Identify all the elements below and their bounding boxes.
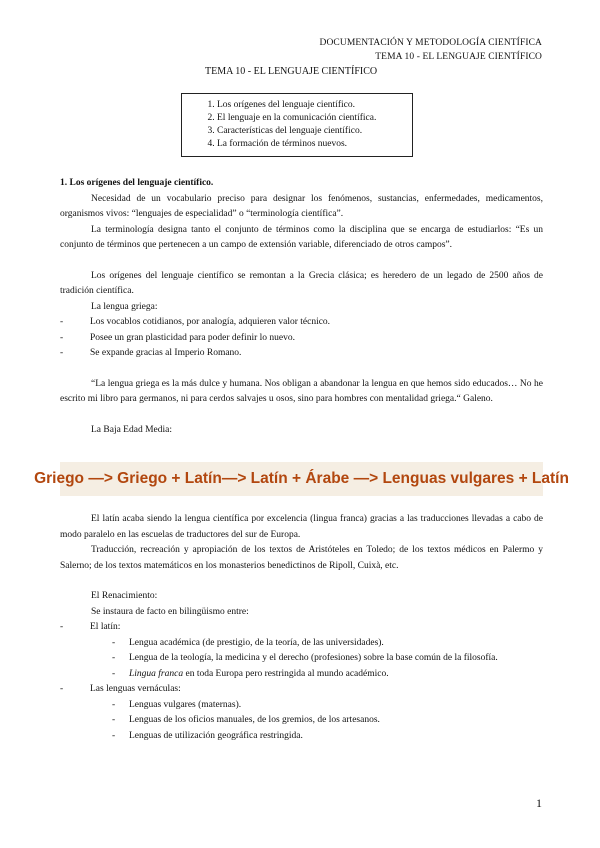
header-course: DOCUMENTACIÓN Y METODOLOGÍA CIENTÍFICA	[319, 38, 542, 48]
latin-sublist	[60, 636, 543, 683]
greek-list	[60, 315, 543, 362]
language-evolution-banner: Griego —> Griego + Latín—> Latín + Árabe —> Lenguas vulgares + Latín	[60, 462, 543, 496]
list-item: - Los vocablos cotidianos, por analogía, adquieren valor técnico.	[60, 315, 543, 331]
galeno-quote: “La lengua griega es la más dulce y humana. Nos obligan a abandonar la lengua en que hemos sido educados… No he escrito mi libro para germanos, ni para cerdos salvajes u osos, sino para hombres con mentalidad griega.“ Galeno.	[60, 378, 543, 404]
paragraph: La terminología designa tanto el conjunto de términos como la disciplina que se encarga de estudiarlos: “Es un conjunto de términos que pertenecen a un campo de extensión variable, diferenciado de otros campos”.	[60, 224, 543, 250]
list-item	[60, 667, 543, 683]
paragraph: Necesidad de un vocabulario preciso para designar los fenómenos, sustancias, enfermedades, medicamentos, organismos vivos: “lenguajes de especialidad” o “terminología científica”.	[60, 193, 543, 219]
toc-item: 4. La formación de términos nuevos.	[217, 138, 412, 151]
list-item: - Se expande gracias al Imperio Romano.	[60, 346, 543, 362]
section-1-part-1	[60, 176, 543, 438]
renacimiento-label: El Renacimiento:	[91, 591, 158, 601]
section-1-part-2	[60, 512, 543, 744]
list-item: - Posee un gran plasticidad para poder definir lo nuevo.	[60, 331, 543, 347]
table-of-contents	[181, 93, 413, 157]
list-item: - Lenguas vulgares (maternas).	[60, 698, 543, 714]
vernacular-sublist	[60, 698, 543, 745]
bilingualism-list	[60, 620, 543, 744]
page-title: TEMA 10 - EL LENGUAJE CIENTÍFICO	[205, 66, 378, 77]
paragraph: Traducción, recreación y apropiación de los textos de Aristóteles en Toledo; de los textos médicos en Palermo y Salerno; de los textos matemáticos en los monasterios benedictinos de Ripoll, Cuixà, etc.	[60, 545, 543, 571]
toc-item: 1. Los orígenes del lenguaje científico.	[217, 99, 412, 112]
paragraph: Los orígenes del lenguaje científico se remontan a la Grecia clásica; es heredero de un legado de 2500 años de tradición científica.	[60, 270, 543, 296]
baja-edad-media-label: La Baja Edad Media:	[91, 424, 172, 435]
renacimiento-intro: Se instaura de facto en bilingüismo entre:	[91, 606, 249, 617]
list-item: - Lengua de la teología, la medicina y el derecho (profesiones) sobre la base común de la filosofía.	[60, 651, 543, 667]
list-item: - Lenguas de los oficios manuales, de los gremios, de los artesanos.	[60, 713, 543, 729]
toc-item: 3. Características del lenguaje científico.	[217, 125, 412, 138]
toc-item: 2. El lenguaje en la comunicación científica.	[217, 112, 412, 125]
header-topic: TEMA 10 - EL LENGUAJE CIENTÍFICO	[375, 52, 542, 62]
page-number: 1	[536, 796, 542, 810]
list-item: - Lengua académica (de prestigio, de la teoría, de las universidades).	[60, 636, 543, 652]
vernacular-label: Las lenguas vernáculas:	[90, 684, 181, 694]
list-item-vernacular	[60, 682, 543, 744]
list-item-latin	[60, 620, 543, 682]
latin-label: El latín:	[90, 622, 121, 632]
list-item-text: en toda Europa pero restringida al mundo académico.	[183, 668, 389, 679]
paragraph: El latín acaba siendo la lengua científica por excelencia (lingua franca) gracias a las traducciones llevadas a cabo de modo paralelo en las escuelas de traductores del sur de Europa.	[60, 514, 543, 540]
lingua-franca-term: Lingua franca	[129, 668, 184, 679]
section-heading: 1. Los orígenes del lenguaje científico.	[60, 178, 214, 188]
list-item: - Lenguas de utilización geográfica restringida.	[60, 729, 543, 745]
greek-label: La lengua griega:	[91, 301, 158, 312]
